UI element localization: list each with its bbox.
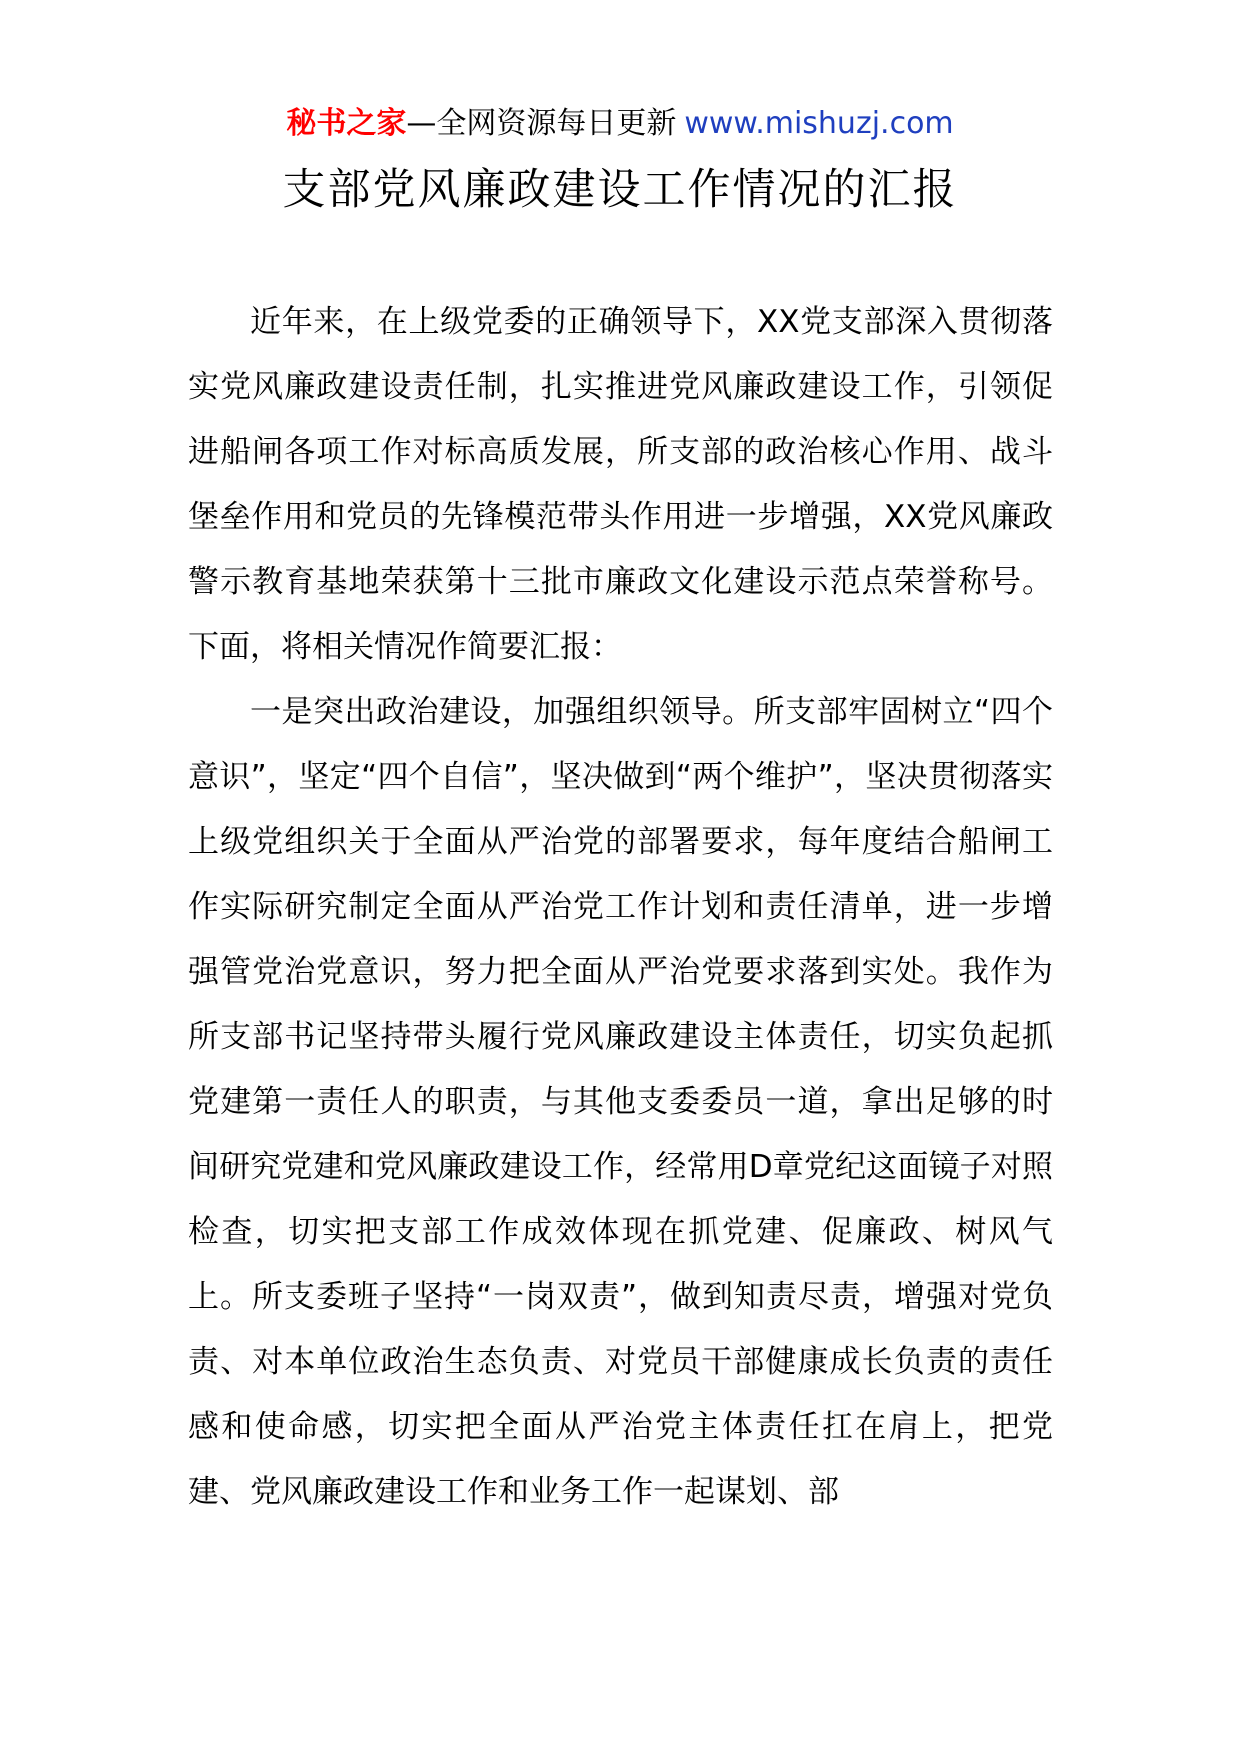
site-header	[0, 104, 1240, 144]
document-body	[188, 290, 1053, 1525]
site-url-link[interactable]: www.mishuzj.com	[684, 106, 954, 141]
brand-name: 秘书之家	[286, 106, 407, 141]
document-title: 支部党风廉政建设工作情况的汇报	[282, 165, 958, 215]
paragraph-political-building: 一是突出政治建设，加强组织领导。所支部牢固树立“四个意识”，坚定“四个自信”，坚决做到“两个维护”，坚决贯彻落实上级党组织关于全面从严治党的部署要求，每年度结合船闸工作实际研究制定全面从严治党工作计划和责任清单，进一步增强管党治党意识，努力把全面从严治党要求落到实处。我作为所支部书记坚持带头履行党风廉政建设主体责任，切实负起抓党建第一责任人的职责，与其他支委委员一道，拿出足够的时间研究党建和党风廉政建设工作，经常用D章党纪这面镜子对照检查，切实把支部工作成效体现在抓党建、促廉政、树风气上。所支委班子坚持“一岗双责”，做到知责尽责，增强对党负责、对本单位政治生态负责、对党员干部健康成长负责的责任感和使命感，切实把全面从严治党主体责任扛在肩上，把党建、党风廉政建设工作和业务工作一起谋划、部	[188, 694, 1053, 1510]
paragraph-intro: 近年来，在上级党委的正确领导下，XX党支部深入贯彻落实党风廉政建设责任制，扎实推进党风廉政建设工作，引领促进船闸各项工作对标高质发展，所支部的政治核心作用、战斗堡垒作用和党员的先锋模范带头作用进一步增强，XX党风廉政警示教育基地荣获第十三批市廉政文化建设示范点荣誉称号。下面，将相关情况作简要汇报：	[188, 304, 1053, 665]
header-tagline: —全网资源每日更新	[406, 106, 677, 141]
